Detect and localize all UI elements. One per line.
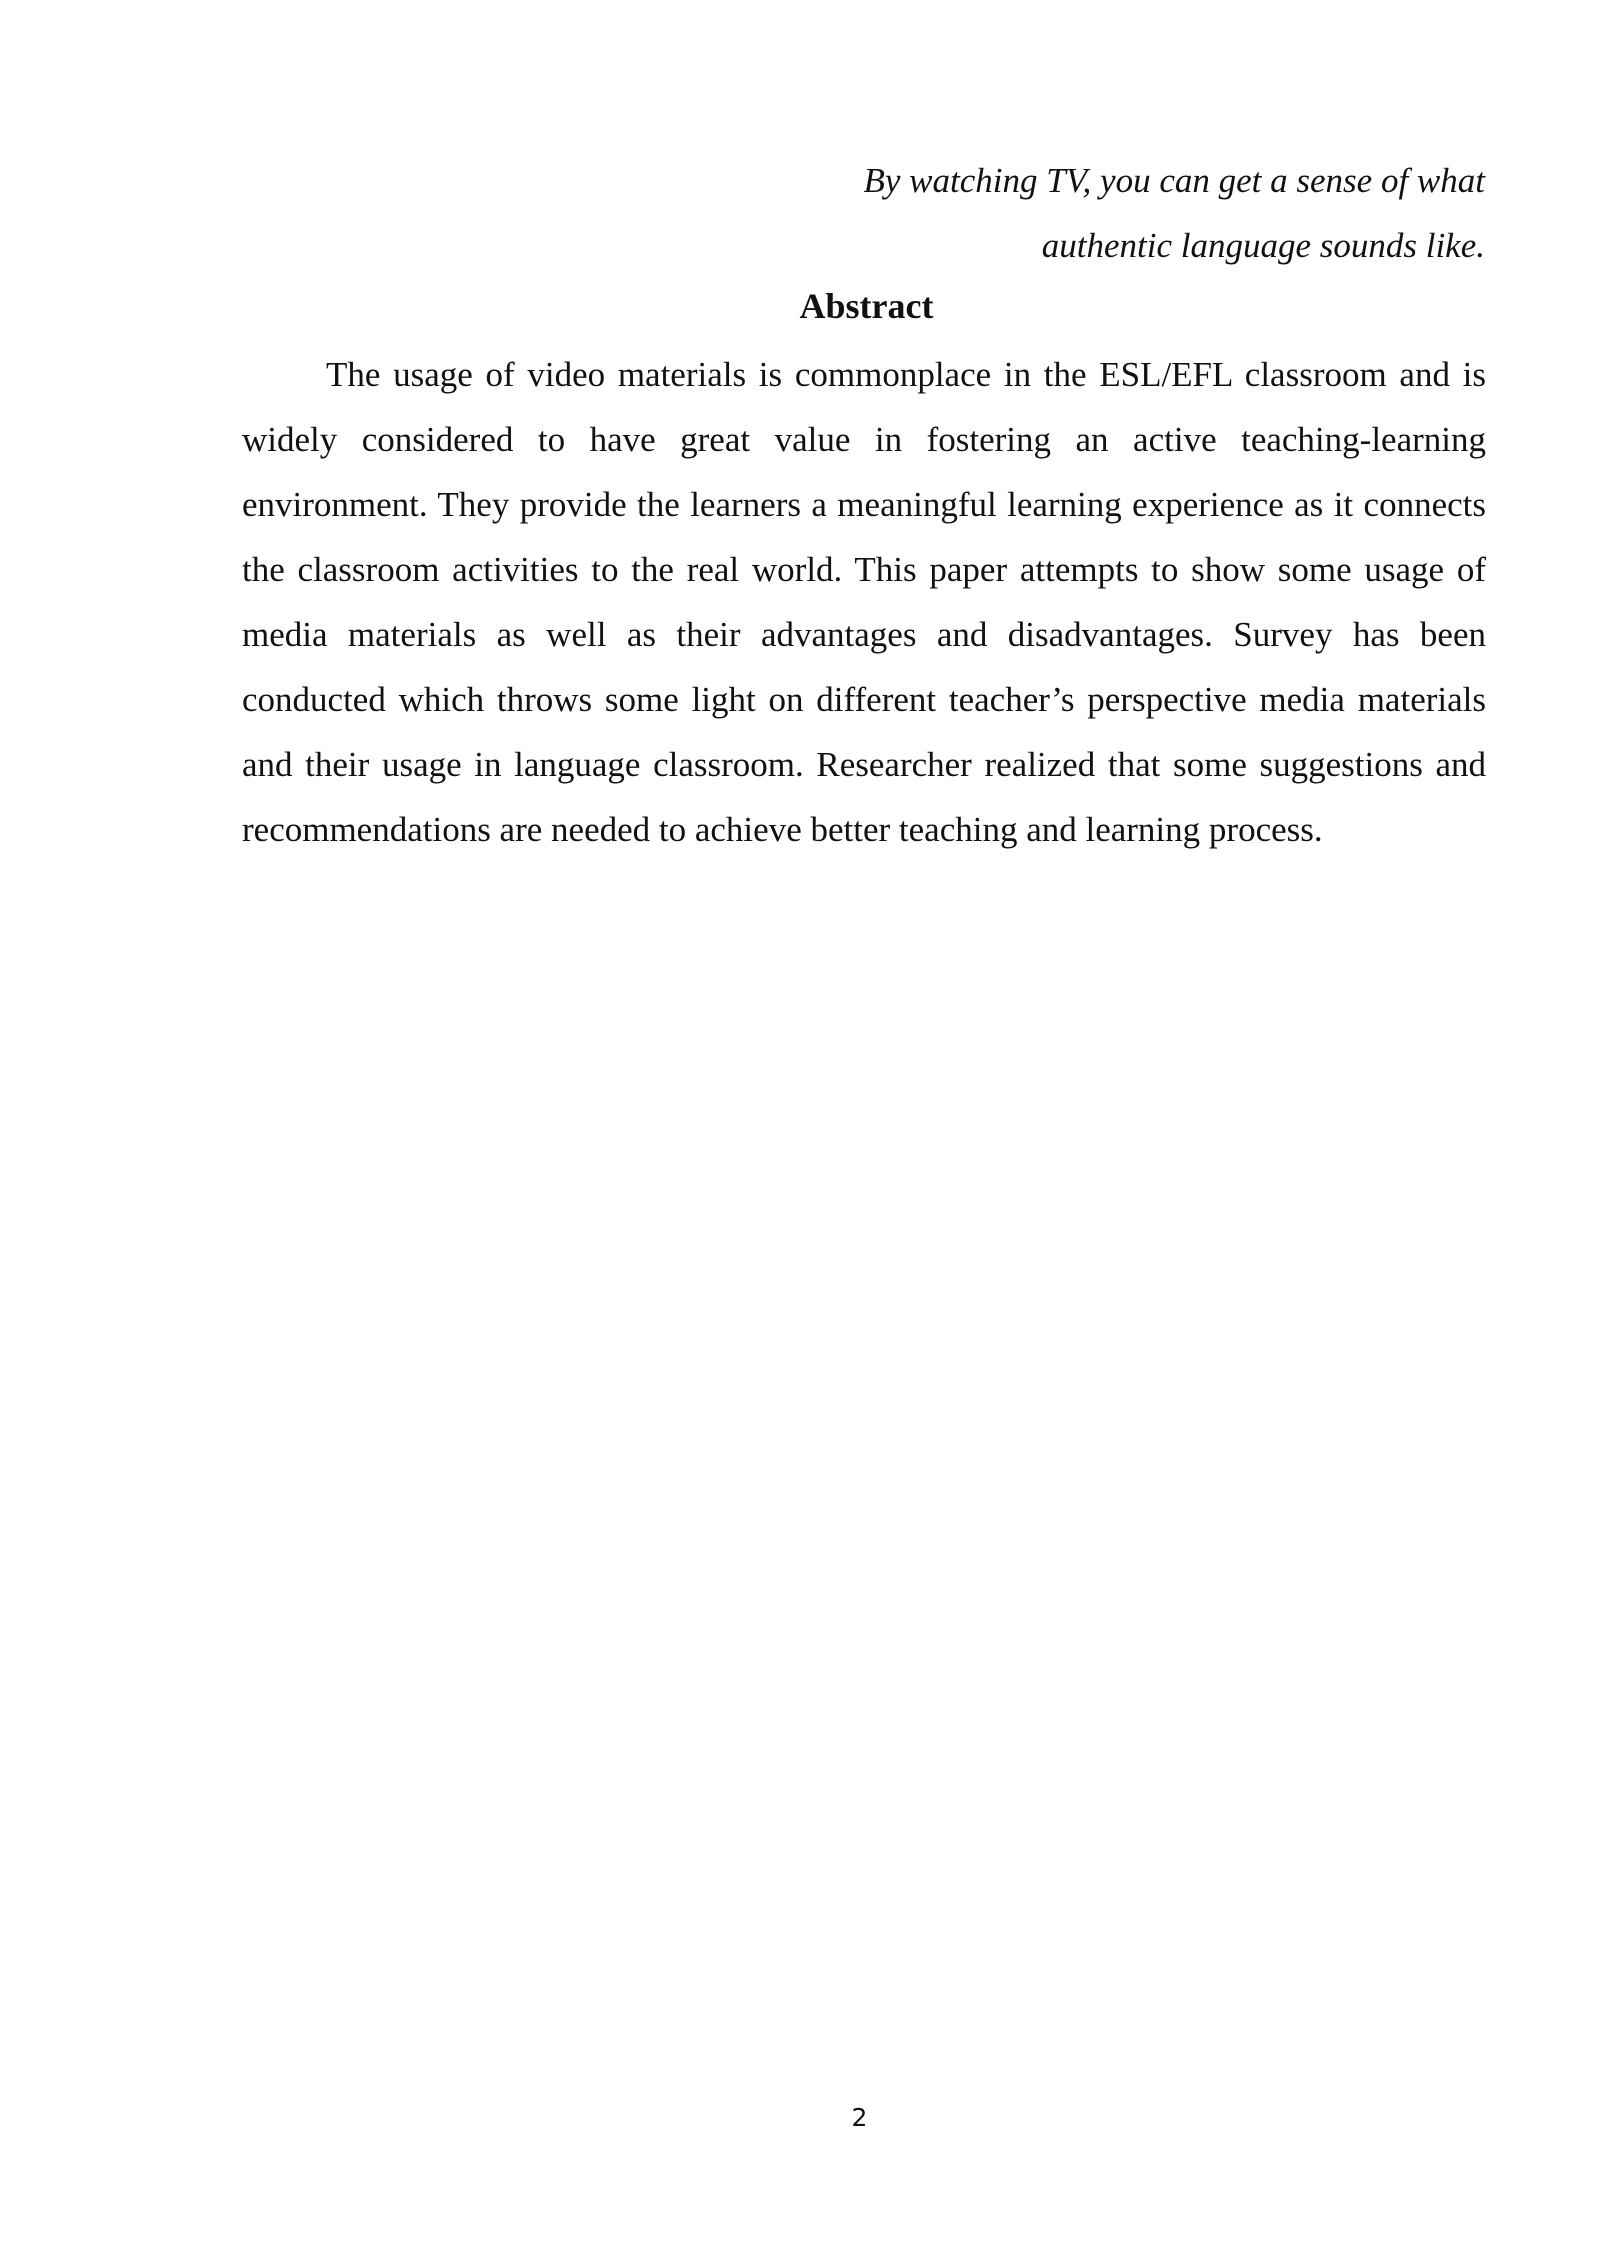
page-number: 2: [851, 2103, 868, 2132]
epigraph-line-1: By watching TV, you can get a sense of what: [863, 161, 1485, 200]
epigraph-quote: [740, 148, 1485, 278]
abstract-heading: Abstract: [799, 286, 934, 326]
epigraph-line-2: authentic language sounds like.: [1041, 226, 1485, 265]
abstract-paragraph: The usage of video materials is commonplace in the ESL/EFL classroom and is widely considered to have great value in fostering an active teaching-learning environment. They provide the learners a meaningful learning experience as it connects the classroom activities to the real world. This paper attempts to show some usage of media materials as well as their advantages and disadvantages. Survey has been conducted which throws some light on different teacher’s perspective media materials and their usage in language classroom. Researcher realized that some suggestions and recommendations are needed to achieve better teaching and learning process.: [242, 355, 1486, 849]
